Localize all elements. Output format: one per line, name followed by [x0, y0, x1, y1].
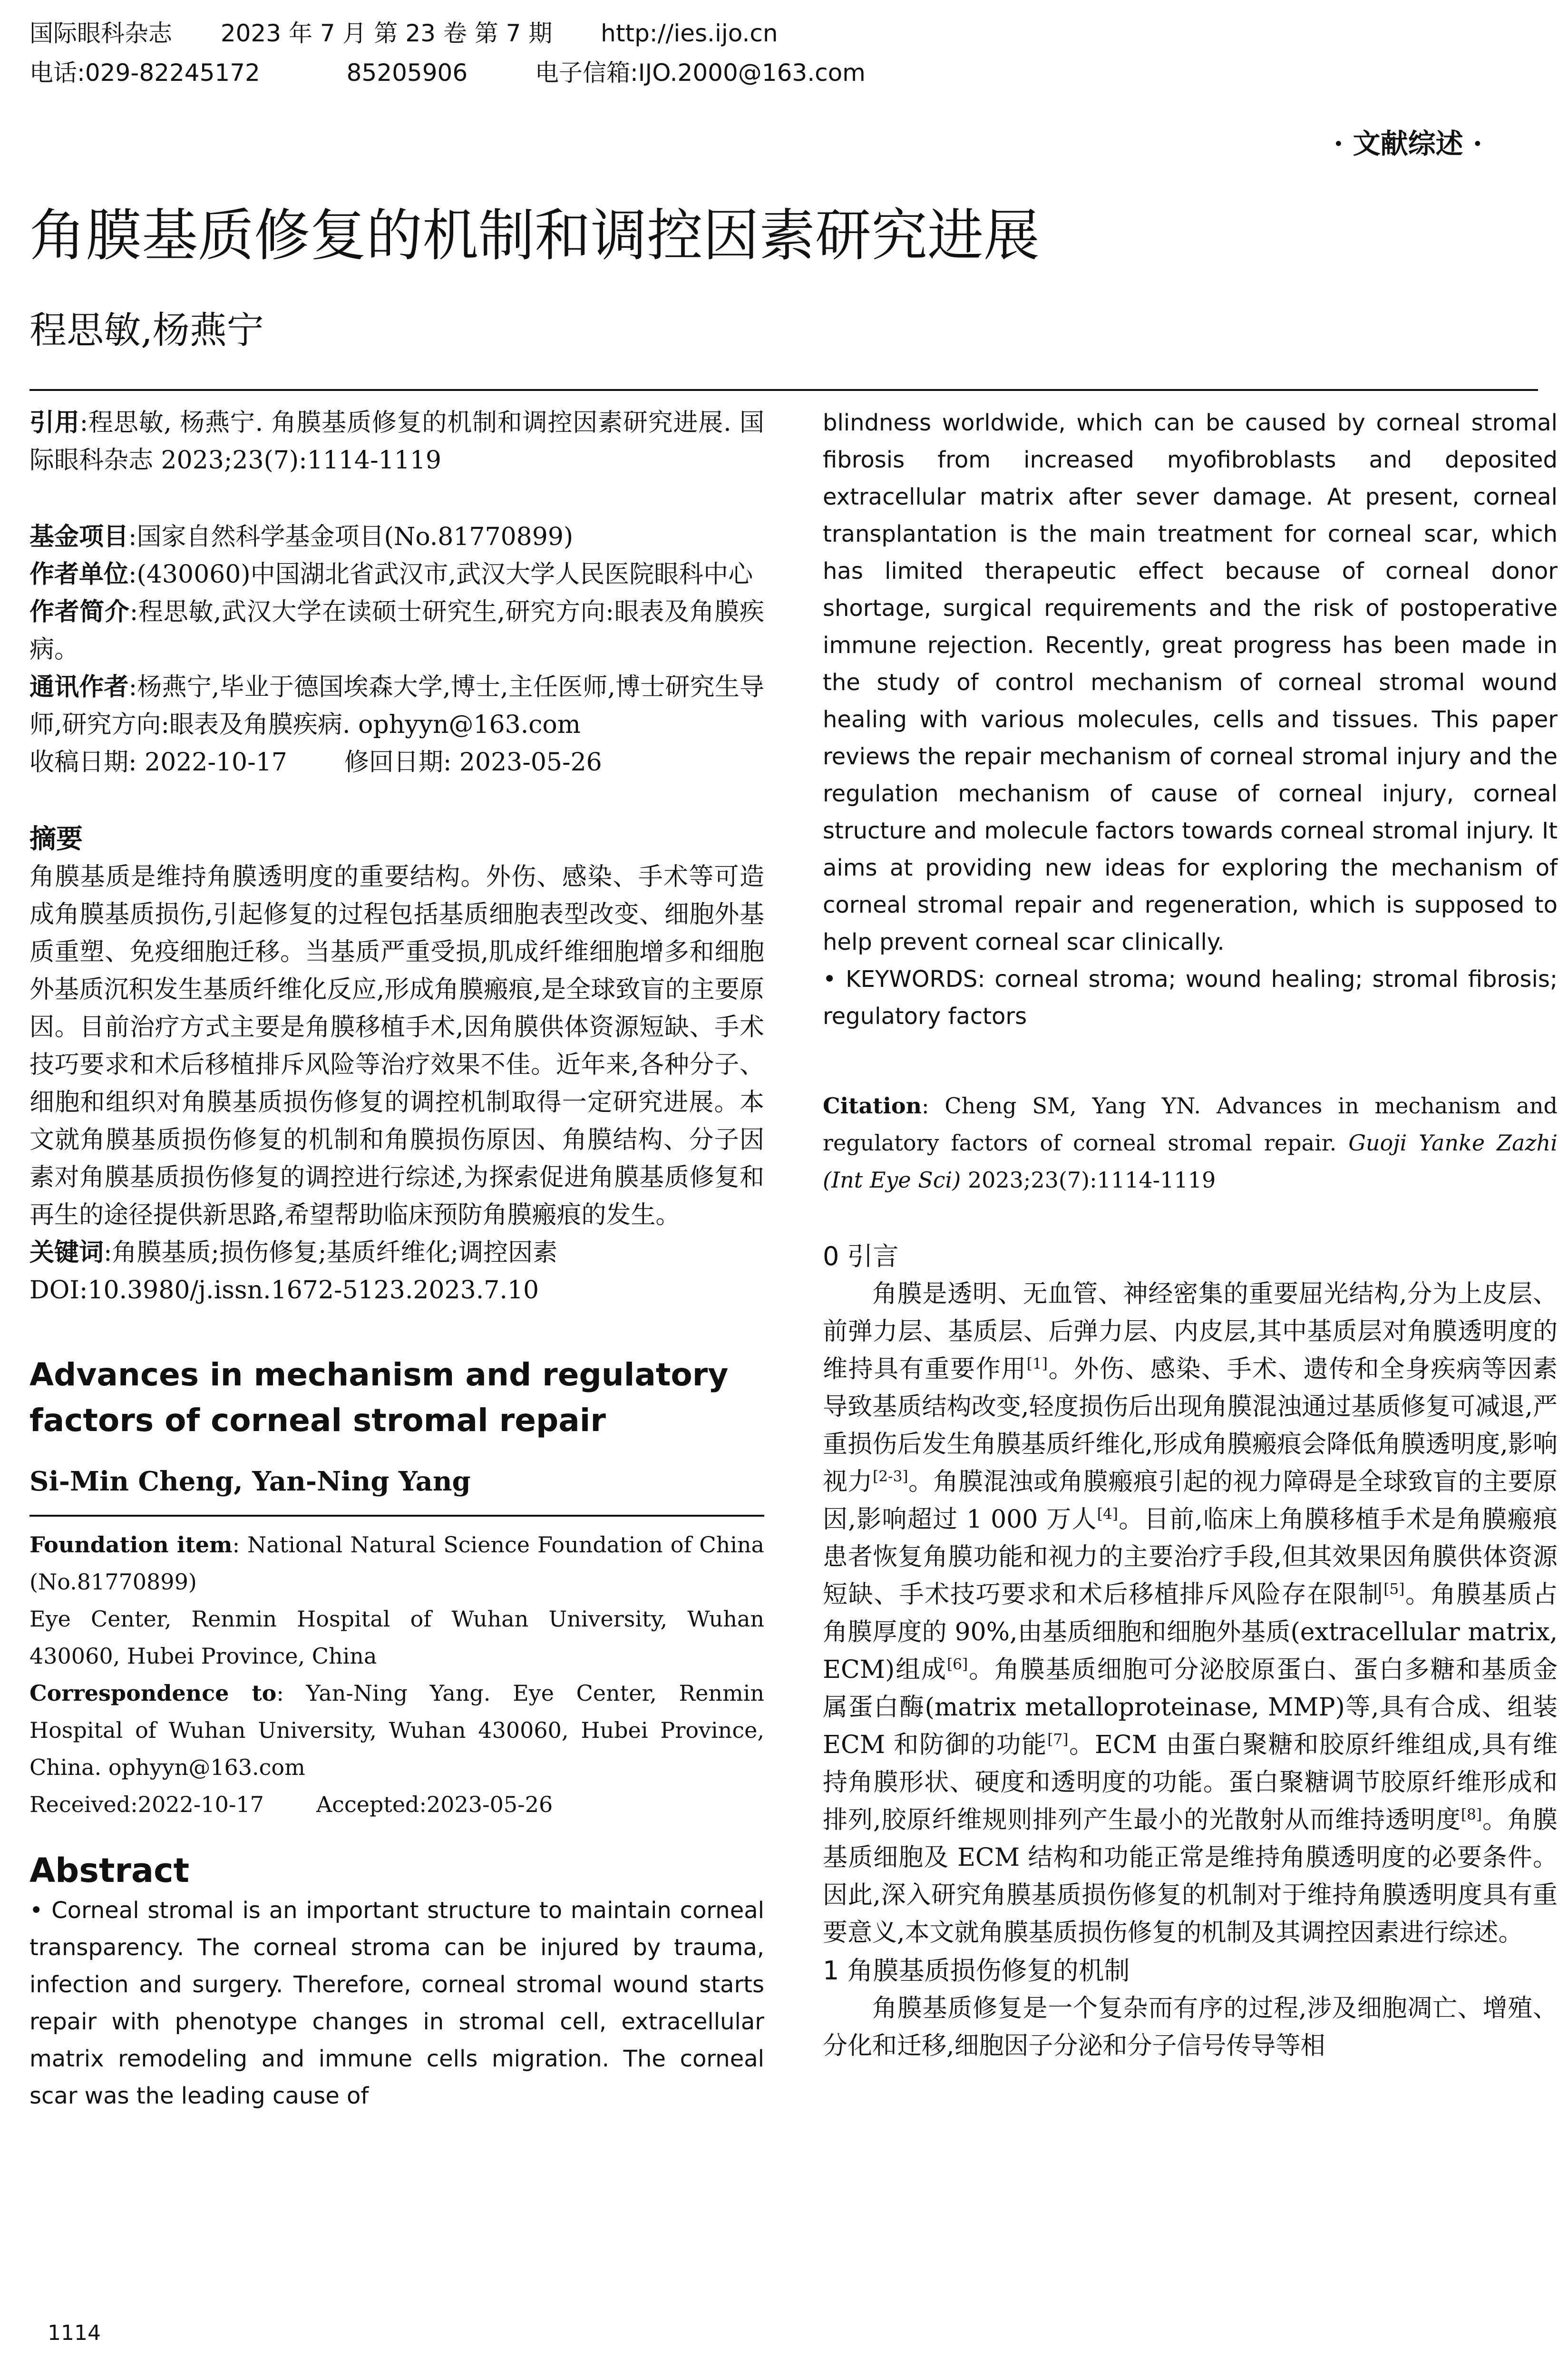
correspondence-en-text: : Yan-Ning Yang. Eye Center, Renmin Hospital of Wuhan University, Wuhan 430060, Hubei Province, China. ophyyn@163.com — [29, 1680, 764, 1780]
correspondence-en-label: Correspondence to — [29, 1680, 277, 1706]
keywords-cn-label: 关键词 — [29, 1238, 104, 1267]
foundation-en — [29, 1526, 764, 1600]
foundation-en-label: Foundation item — [29, 1532, 233, 1558]
intro-text: 。角膜混浊或角膜瘢痕引起的视力障碍是全球致盲的主要原因,影响超过 1 000 万人 — [823, 1468, 1558, 1534]
dates-en — [29, 1786, 764, 1823]
journal-header-line1 — [29, 19, 778, 48]
citation-ref: [5] — [1383, 1580, 1405, 1598]
affiliation-cn — [29, 556, 764, 594]
abstract-cn-heading: 摘要 — [29, 824, 83, 855]
citation-en-journal: Guoji Yanke Zazhi (Int Eye Sci) — [823, 1130, 1558, 1193]
citation-en — [823, 1087, 1558, 1198]
author-bio-cn-text: :程思敏,武汉大学在读硕士研究生,研究方向:眼表及角膜疾病。 — [29, 598, 764, 664]
intro-paragraph — [823, 1276, 1558, 1952]
intro-text: 。角膜基质细胞可分泌胶原蛋白、蛋白多糖和基质金属蛋白酶(matrix metalloproteinase, MMP)等,具有合成、组装 ECM 和防御的功能 — [823, 1656, 1558, 1759]
phone2: 85205906 — [346, 59, 468, 87]
abstract-en-part1: • Corneal stromal is an important structure to maintain corneal transparency. The corneal stroma can be injured by trauma, infection and surgery. Therefore, corneal stromal wound starts repair with phenotype changes in stromal cell, extracellular matrix remodeling and immune cells migration. The corneal scar was the leading cause of — [29, 1897, 764, 2109]
section1-paragraph: 角膜基质修复是一个复杂而有序的过程,涉及细胞凋亡、增殖、分化和迁移,细胞因子分泌和分子信号传导等相 — [823, 1994, 1558, 2060]
authors-cn: 程思敏,杨燕宁 — [29, 309, 264, 352]
page-number: 1114 — [48, 2321, 101, 2345]
intro-heading: 0 引言 — [823, 1241, 899, 1271]
intro-text: 。ECM 由蛋白聚糖和胶原纤维组成,具有维持角膜形状、硬度和透明度的功能。蛋白聚糖调节胶原纤维形成和排列,胶原纤维规则排列产生最小的光散射从而维持透明度 — [823, 1731, 1558, 1834]
abstract-cn-text: 角膜基质是维持角膜透明度的重要结构。外伤、感染、手术等可造成角膜基质损伤,引起修复的过程包括基质细胞表型改变、细胞外基质重塑、免疫细胞迁移。当基质严重受损,肌成纤维细胞增多和细胞外基质沉积发生基质纤维化反应,形成角膜瘢痕,是全球致盲的主要原因。目前治疗方式主要是角膜移植手术,因角膜供体资源短缺、手术技巧要求和术后移植排斥风险等治疗效果不佳。近年来,各种分子、细胞和组织对角膜基质损伤修复的调控机制取得一定研究进展。本文就角膜基质损伤修复的机制和角膜损伤原因、角膜结构、分子因素对角膜基质损伤修复的调控进行综述,为探索促进角膜基质修复和再生的途径提供新思路,希望帮助临床预防角膜瘢痕的发生。 — [29, 863, 764, 1229]
email: 电子信箱:IJO.2000@163.com — [535, 59, 866, 87]
affiliation-cn-text: :(430060)中国湖北省武汉市,武汉大学人民医院眼科中心 — [128, 560, 753, 589]
left-column — [29, 404, 764, 2114]
keywords-cn — [29, 1234, 764, 1272]
received-cn: 收稿日期: 2022-10-17 — [29, 748, 287, 777]
english-authors: Si-Min Cheng, Yan-Ning Yang — [29, 1466, 471, 1497]
abstract-en-part2: blindness worldwide, which can be caused by corneal stromal fibrosis from increased myofibroblasts and deposited extracellular matrix after sever damage. At present, corneal transplantation is the main treatment for corneal scar, which has limited therapeutic effect because of corneal donor shortage, surgical requirements and the risk of postoperative immune rejection. Recently, great progress has been made in the study of control mechanism of corneal stromal wound healing with various molecules, cells and tissues. This paper reviews the repair mechanism of corneal stromal injury and the regulation mechanism of cause of corneal injury, corneal structure and molecule factors towards corneal stromal injury. It aims at providing new ideas for exploring the mechanism of corneal stromal repair and regeneration, which is supposed to help prevent corneal scar clinically. — [823, 409, 1558, 955]
received-en: Received:2022-10-17 — [29, 1792, 264, 1817]
citation-cn-text: :程思敏, 杨燕宁. 角膜基质修复的机制和调控因素研究进展. 国际眼科杂志 2023;23(7):1114-1119 — [29, 409, 764, 475]
corresponding-cn-label: 通讯作者 — [29, 673, 129, 701]
affiliation-en: Eye Center, Renmin Hospital of Wuhan University, Wuhan 430060, Hubei Province, China — [29, 1606, 764, 1669]
title-rule — [29, 389, 1538, 391]
citation-ref: [8] — [1461, 1806, 1482, 1823]
foundation-cn-label: 基金项目 — [29, 523, 129, 551]
corresponding-cn — [29, 669, 764, 744]
citation-en-pre: : Cheng SM, Yang YN. Advances in mechanism and regulatory factors of corneal stromal repair. — [823, 1093, 1558, 1156]
issue-info: 2023 年 7 月 第 23 卷 第 7 期 — [220, 19, 553, 47]
author-bio-cn-label: 作者简介 — [29, 598, 130, 626]
right-column — [823, 404, 1558, 2065]
foundation-en-text: : National Natural Science Foundation of China (No.81770899) — [29, 1532, 764, 1595]
intro-text: 。外伤、感染、手术、遗传和全身疾病等因素导致基质结构改变,轻度损伤后出现角膜混浊通过基质修复可减退,严重损伤后发生角膜基质纤维化,形成角膜瘢痕会降低角膜透明度,影响视力 — [823, 1355, 1558, 1496]
english-title: Advances in mechanism and regulatory factors of corneal stromal repair — [29, 1356, 729, 1439]
citation-cn-label: 引用 — [29, 409, 80, 437]
citation-cn — [29, 404, 764, 479]
section-tag: · 文献综述 · — [1334, 127, 1482, 160]
journal-name: 国际眼科杂志 — [29, 19, 172, 47]
affiliation-cn-label: 作者单位 — [29, 560, 129, 589]
journal-url[interactable]: http://ies.ijo.cn — [601, 19, 778, 47]
citation-en-label: Citation — [823, 1093, 922, 1119]
intro-text: 角膜是透明、无血管、神经密集的重要屈光结构,分为上皮层、前弹力层、基质层、后弹力层、内皮层,其中基质层对角膜透明度的维持具有重要作用 — [823, 1280, 1558, 1383]
intro-text: 。目前,临床上角膜移植手术是角膜瘢痕患者恢复角膜功能和视力的主要治疗手段,但其效果因角膜供体资源短缺、手术技巧要求和术后移植排斥风险存在限制 — [823, 1505, 1558, 1609]
foundation-cn — [29, 518, 764, 556]
intro-text: 。角膜基质占角膜厚度的 90%,由基质细胞和细胞外基质(extracellular matrix, ECM)组成 — [823, 1580, 1558, 1684]
journal-header-line2 — [29, 58, 866, 87]
citation-ref: [1] — [1026, 1355, 1048, 1373]
correspondence-en — [29, 1675, 764, 1786]
citation-ref: [4] — [1097, 1505, 1118, 1523]
phone: 电话:029-82245172 — [29, 59, 260, 87]
author-bio-cn — [29, 594, 764, 669]
keywords-cn-text: :角膜基质;损伤修复;基质纤维化;调控因素 — [104, 1238, 558, 1267]
dates-cn — [29, 744, 764, 781]
foundation-cn-text: :国家自然科学基金项目(No.81770899) — [128, 523, 574, 551]
article-title: 角膜基质修复的机制和调控因素研究进展 — [29, 203, 1040, 268]
section1-heading: 1 角膜基质损伤修复的机制 — [823, 1956, 1130, 1986]
abstract-en-heading: Abstract — [29, 1851, 190, 1890]
keywords-en: • KEYWORDS: corneal stroma; wound healing; stromal fibrosis; regulatory factors — [823, 966, 1558, 1030]
intro-text: 。角膜基质细胞及 ECM 结构和功能正常是维持角膜透明度的必要条件。因此,深入研究角膜基质损伤修复的机制对于维持角膜透明度具有重要意义,本文就角膜基质损伤修复的机制及其调控因素进行综述。 — [823, 1806, 1558, 1947]
citation-ref: [2-3] — [873, 1468, 908, 1485]
citation-ref: [6] — [947, 1656, 968, 1673]
accepted-en: Accepted:2023-05-26 — [316, 1792, 553, 1817]
citation-ref: [7] — [1047, 1731, 1069, 1748]
revised-cn: 修回日期: 2023-05-26 — [344, 748, 602, 777]
corresponding-cn-text: :杨燕宁,毕业于德国埃森大学,博士,主任医师,博士研究生导师,研究方向:眼表及角膜疾病. ophyyn@163.com — [29, 673, 764, 739]
citation-en-post: 2023;23(7):1114-1119 — [961, 1167, 1216, 1193]
doi: DOI:10.3980/j.issn.1672-5123.2023.7.10 — [29, 1276, 539, 1305]
